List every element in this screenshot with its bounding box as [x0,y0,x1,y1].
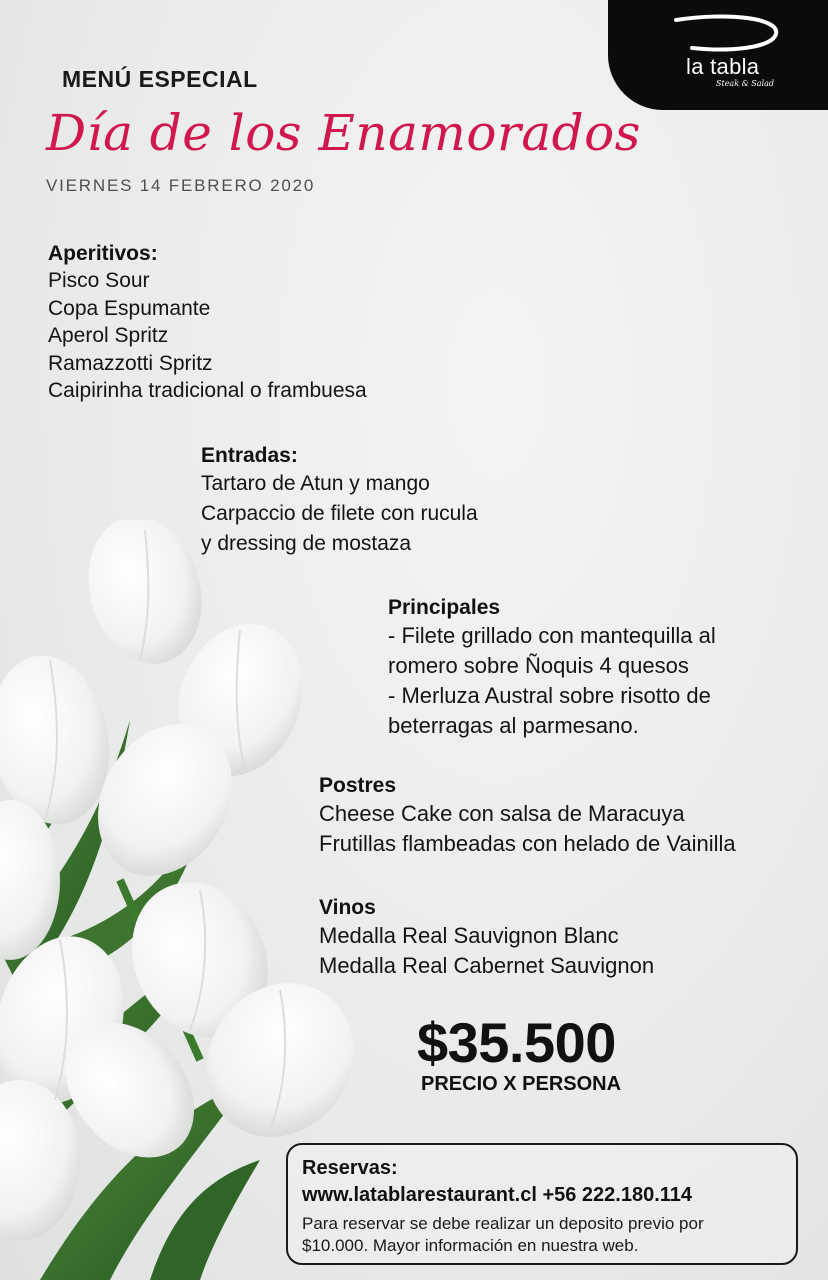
menu-item: Caipirinha tradicional o frambuesa [48,379,367,402]
section-vinos [319,894,654,981]
logo-name: la tabla [686,54,760,79]
event-date: VIERNES 14 FEBRERO 2020 [46,176,316,195]
menu-item: Copa Espumante [48,296,211,320]
menu-item: - Merluza Austral sobre risotto de [388,683,711,708]
section-aperitivos [48,240,367,405]
menu-item: Medalla Real Cabernet Sauvignon [319,953,655,978]
section-title: Principales [388,596,501,619]
menu-item: y dressing de mostaza [201,532,412,555]
section-title: Aperitivos: [48,242,158,265]
section-title: Entradas: [201,444,298,467]
price-note: PRECIO X PERSONA [421,1073,622,1095]
price: $35.500 [417,1011,616,1074]
section-principales [388,594,716,741]
menu-item: Aperol Spritz [48,324,169,347]
menu-item: romero sobre Ñoquis 4 quesos [388,653,689,678]
menu-item: - Filete grillado con mantequilla al [388,623,716,648]
reservations-title: Reservas: [302,1157,398,1179]
menu-item: Pisco Sour [48,269,150,292]
menu-title: MENÚ ESPECIAL [62,66,258,92]
menu-item: Ramazzotti Spritz [48,351,213,375]
reservations-note-line: $10.000. Mayor información en nuestra web. [302,1236,639,1255]
reservations-box [286,1143,798,1265]
occasion-title: Día de los Enamorados [46,104,641,162]
section-postres [319,772,736,859]
menu-item: beterragas al parmesano. [388,713,639,738]
logo-tagline: Steak & Salad [716,79,774,88]
menu-item: Carpaccio de filete con rucula [201,502,478,525]
menu-item: Frutillas flambeadas con helado de Vainilla [319,831,736,856]
section-title: Vinos [319,896,376,919]
section-entradas [201,442,478,559]
logo-swoosh-icon [668,14,788,56]
menu-item: Medalla Real Sauvignon Blanc [319,923,619,948]
menu-item: Tartaro de Atun y mango [201,472,430,495]
reservations-contact: www.latablarestaurant.cl +56 222.180.114 [302,1184,693,1206]
section-title: Postres [319,774,397,797]
reservations-note-line: Para reservar se debe realizar un deposito previo por [302,1214,704,1233]
reservations-note [302,1213,792,1257]
logo [608,0,828,110]
menu-item: Cheese Cake con salsa de Maracuya [319,801,685,826]
